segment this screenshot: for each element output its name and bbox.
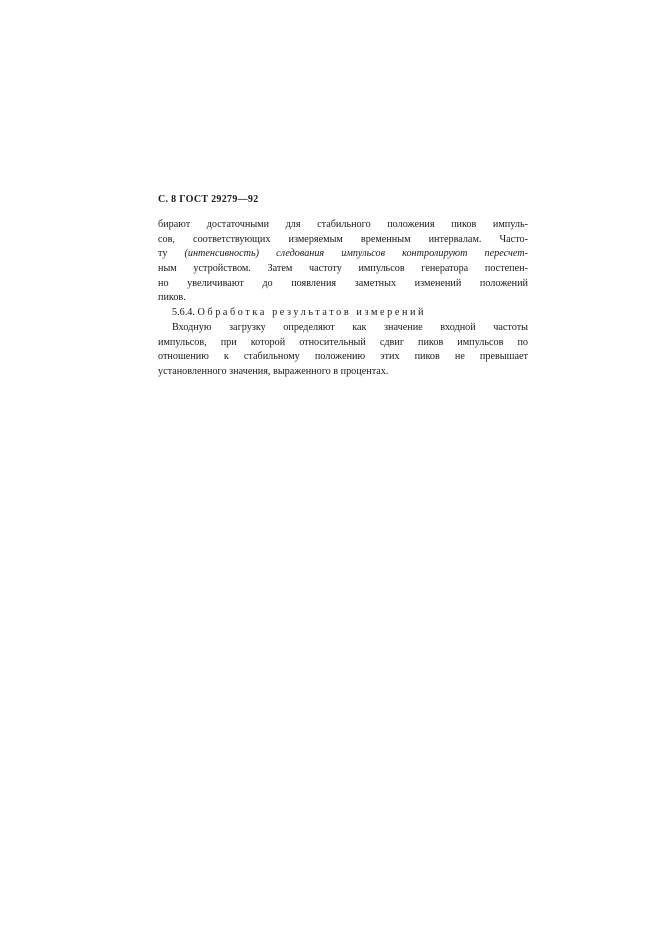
text-line: бирают достаточными для стабильного положения пиков импуль- <box>158 219 528 230</box>
body-text <box>158 218 528 380</box>
text-line: импульсов, при которой относительный сдвиг пиков импульсов по <box>158 336 528 348</box>
text-line: установленного значения, выраженного в процентах. <box>158 365 389 377</box>
text-line: ным устройством. Затем частоту импульсов генератора постепен- <box>158 263 528 275</box>
page-header: С. 8 ГОСТ 29279—92 <box>158 194 259 205</box>
text-line: отношению к стабильному положению этих пиков не превышает <box>158 351 528 363</box>
text-line: но увеличивают до появления заметных изменений положений <box>158 277 528 289</box>
italic-phrase: (интенсивность) следования импульсов контролируют пересчет- <box>184 248 529 260</box>
text-line: пиков. <box>158 292 186 304</box>
section-heading <box>158 306 528 321</box>
section-title: Обработка результатов измерений <box>197 307 427 319</box>
text-line: сов, соответствующих измеряемым временным интервалам. Часто- <box>158 233 528 245</box>
text-line: Входную загрузку определяют как значение входной частоты <box>172 321 528 333</box>
section-number: 5.6.4. <box>172 307 195 319</box>
text-line: ту (интенсивность) следования импульсов контролируют пересчет- <box>158 248 529 260</box>
